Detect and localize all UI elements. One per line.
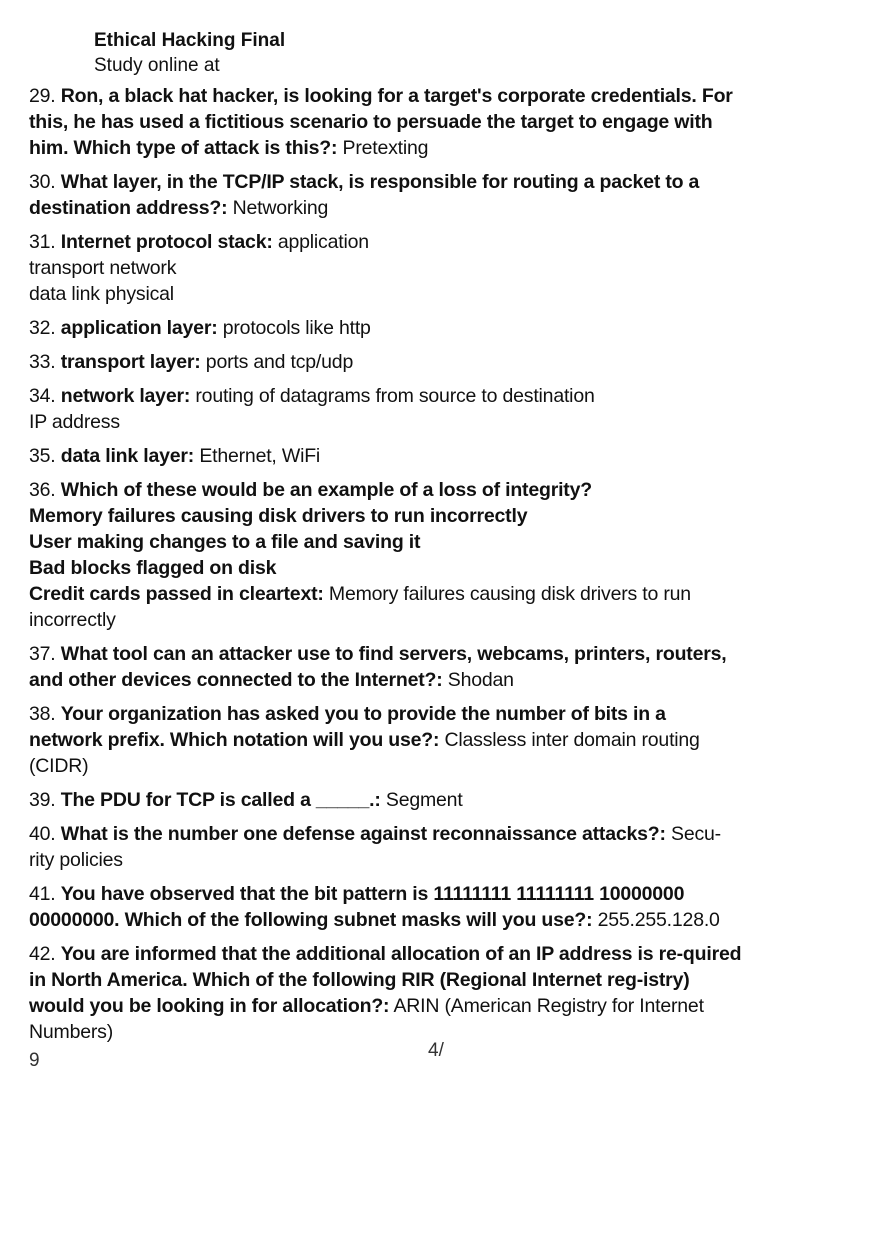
answer-text: Segment [385,789,463,811]
question-text: Internet protocol stack: [60,231,273,253]
answer-text: ports and tcp/udp [205,351,354,373]
question-text: What layer, in the TCP/IP stack, is responsible for routing a packet to a destination address?: [29,171,700,219]
question-option-1: Memory failures causing disk drivers to run incorrectly [29,505,528,527]
question-text: You have observed that the bit pattern is 11111111 11111111 10000000 00000000. Which of the following subnet masks will you use?: [29,883,685,931]
question-item-38: 38. Your organization has asked you to provide the number of bits in a network prefix. Which notation will you use?: Classless inter domain routing (CIDR) [29,703,700,777]
question-option-4: Credit cards passed in cleartext: [29,583,324,605]
question-text: application layer: [60,317,218,339]
question-text: You are informed that the additional allocation of an IP address is re-quired in North America. Which of the following RIR (Regional Internet reg-istry) would you be looking in for allocation?: [29,943,742,1017]
question-text: Your organization has asked you to provide the number of bits in a network prefix. Which notation will you use?: [29,703,666,751]
question-text: What is the number one defense against reconnaissance attacks?: [60,823,666,845]
question-item-39: 39. The PDU for TCP is called a _____.: Segment [29,789,463,811]
answer-text: 255.255.128.0 [597,909,720,931]
question-text: transport layer: [60,351,201,373]
answer-text: Shodan [447,669,514,691]
question-option-3: Bad blocks flagged on disk [29,557,277,579]
question-item-35: 35. data link layer: Ethernet, WiFi [29,445,321,467]
answer-text: application [277,231,369,253]
answer-text-line-2: IP address [29,411,120,433]
document-header [94,28,285,78]
answer-text: Pretexting [342,137,429,159]
question-text: Which of these would be an example of a loss of integrity? [60,479,592,501]
question-item-36: 36. Which of these would be an example of a loss of integrity? Memory failures causing disk drivers to run incorrectly User making changes to a file and saving it Bad blocks flagged on disk Credit cards passed in cleartext: Memory failures causing disk drivers to run incorrectly [29,477,744,633]
document-title: Ethical Hacking Final [94,30,286,51]
answer-text: ARIN (American Registry for Internet Numbers) [29,995,704,1043]
answer-text-line-2: transport network [29,257,177,279]
question-item-31: 31. Internet protocol stack: application transport network data link physical [29,229,744,307]
answer-text: Secu-rity policies [29,823,721,871]
answer-text: routing of datagrams from source to destination [195,385,595,407]
question-item-40: 40. What is the number one defense against reconnaissance attacks?: Secu-rity policies [29,823,721,871]
question-item-42: 42. You are informed that the additional allocation of an IP address is re-quired in North America. Which of the following RIR (Regional Internet reg-istry) would you be looking in for allocation?: ARIN (American Registry for Internet Numbers) [29,943,742,1043]
page-number-center: 4/ [428,1040,444,1061]
page-number-left: 9 [29,1050,40,1071]
answer-text: protocols like http [222,317,371,339]
question-text: Ron, a black hat hacker, is looking for a target's corporate credentials. For this, he has used a fictitious scenario to persuade the target to engage with him. Which type of attack is this?: [29,85,733,159]
question-item-29: 29. Ron, a black hat hacker, is looking for a target's corporate credentials. For this, he has used a fictitious scenario to persuade the target to engage with him. Which type of attack is this?: Pretexting [29,85,733,159]
question-list [29,83,744,1053]
question-item-30: 30. What layer, in the TCP/IP stack, is responsible for routing a packet to a destination address?: Networking [29,171,700,219]
question-text: The PDU for TCP is called a _____.: [60,789,381,811]
question-text: What tool can an attacker use to find servers, webcams, printers, routers, and other devices connected to the Internet?: [29,643,727,691]
question-text: network layer: [60,385,191,407]
question-item-37: 37. What tool can an attacker use to find servers, webcams, printers, routers, and other devices connected to the Internet?: Shodan [29,643,727,691]
answer-text: Classless inter domain routing (CIDR) [29,729,700,777]
document-subtitle: Study online at [94,55,220,76]
answer-text: Ethernet, WiFi [199,445,321,467]
answer-text: Networking [232,197,329,219]
answer-text: Memory failures causing disk drivers to run incorrectly [29,583,691,631]
question-text: data link layer: [60,445,195,467]
answer-text-line-3: data link physical [29,283,174,305]
question-item-33: 33. transport layer: ports and tcp/udp [29,351,354,373]
question-item-34: 34. network layer: routing of datagrams from source to destination IP address [29,383,744,435]
question-item-32: 32. application layer: protocols like http [29,317,371,339]
question-item-41: 41. You have observed that the bit pattern is 11111111 11111111 10000000 00000000. Which of the following subnet masks will you use?: 255.255.128.0 [29,883,720,931]
question-option-2: User making changes to a file and saving it [29,531,421,553]
